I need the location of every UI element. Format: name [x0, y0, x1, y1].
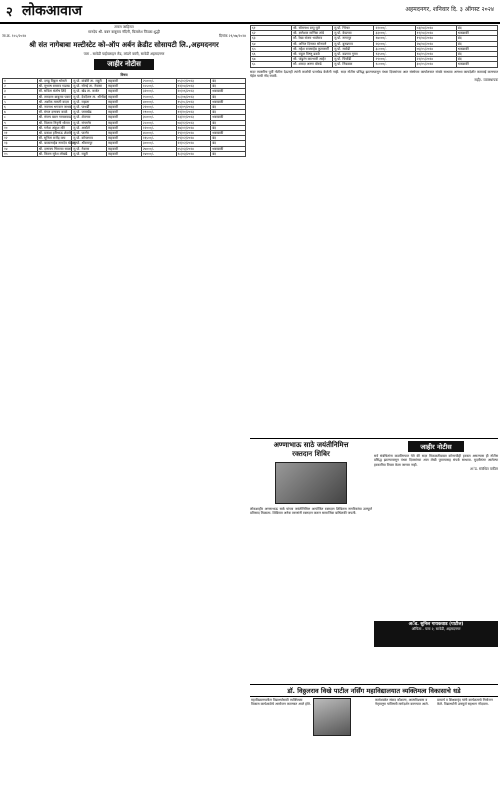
table-cell-amt: २२०००/-: [141, 104, 176, 109]
table-cell-name: श्री. किरण सुरेश लोखंडे: [37, 151, 72, 156]
table-cell-n: ६३: [251, 36, 292, 41]
table-cell-n: १४: [3, 146, 38, 151]
table-cell-addr: मु.पो. अकोले: [72, 125, 107, 130]
table-cell-name: श्री. बाळासाहेब नामदेव खेडकर: [38, 141, 77, 146]
table-cell-addr: मु.पो. कोपरगाव: [72, 136, 107, 141]
table-row: [251, 62, 498, 67]
table-cell-s: थकबाकी: [456, 46, 497, 51]
right-signature: सही/- व्यवस्थापक: [474, 78, 498, 83]
table-cell-s: बंद: [456, 41, 497, 46]
table-cell-s: बंद: [456, 36, 497, 41]
table-cell-d: २७/०४/२०२४: [415, 41, 456, 46]
table-cell-d: २२/०५/२०२४: [415, 57, 456, 62]
table-cell-name: सौ. मंगल दत्तात्रय काळे: [37, 110, 72, 115]
table-cell-name: श्री. दगडु विठ्ठल भोसले: [37, 78, 72, 83]
table-cell-n: ११: [3, 131, 38, 136]
table-cell-amt: १७०००/-: [374, 36, 415, 41]
table-cell-s: बंद: [211, 136, 246, 141]
table-cell-name: श्री. संजय बबन गायकवाड: [38, 115, 71, 120]
table-cell-amt: १३५००/-: [374, 52, 415, 57]
table-cell-type: सहकारी: [107, 146, 142, 151]
table-cell-name: श्री. विलास निवृत्ती थोरात: [37, 120, 72, 125]
table-cell-addr: मु.पो. संगमनेर: [72, 120, 107, 125]
table-cell-d: ११/०४/२०२४: [415, 31, 456, 36]
table-cell-d: ११/१०/२०२३: [176, 110, 211, 115]
table-cell-amt: ३८०००/-: [374, 46, 415, 51]
table-cell-n: ६५: [251, 46, 292, 51]
article-body: लोकशाहीर अण्णाभाऊ साठे यांच्या जयंतीनिमित्त आयोजित रक्तदान शिबिरास नागरिकांचा उत्स्फूर्त प्रतिसाद मिळाला. शिबिरात अनेक तरुणांनी रक्तदान करून सामाजिक बांधिलकी जपली.: [250, 507, 372, 516]
right-paragraph: सदर व्यक्तींना पूर्वी नोटीस देऊनही त्यांनी कर्जाची परतफेड केलेली नाही. सदर नोटीस प्रसिद्ध झाल्यापासून पंधरा दिवसांच्या आत संस्थेच्या कार्यालयात संपर्क साधावा अन्यथा कायदेशीर कारवाई करण्यात येईल याची नोंद घ्यावी.: [250, 69, 498, 78]
table-cell-amt: १२०००/-: [141, 125, 176, 130]
table-cell-s: थकबाकी: [456, 62, 497, 67]
right-notice: [250, 25, 498, 83]
table-cell-addr: मु.पो. भिंगार: [333, 26, 374, 31]
notice-line1: तमाम जाहिरात: [114, 25, 134, 29]
article-title: अण्णाभाऊ साठे जयंतीनिमित्त: [273, 441, 349, 449]
table-cell-amt: १८५००/-: [141, 84, 176, 89]
table-cell-s: थकबाकी: [211, 115, 246, 120]
table-cell-addr: मु.पो. निंबळक: [333, 62, 374, 67]
nursing-article-columns: [250, 698, 498, 737]
table-cell-amt: ३५०००/-: [141, 115, 176, 120]
table-cell-s: थकबाकी: [211, 146, 246, 151]
table-cell-type: सहकारी: [107, 84, 142, 89]
table-cell-addr: मु.पो. वडगाव गुप्ता: [333, 52, 374, 57]
article-photo: [275, 462, 347, 504]
table-cell-name: सौ. सुनिता राजेंद्र वाघ: [37, 136, 72, 141]
table-cell-type: सहकारी: [107, 89, 142, 94]
table-cell-amt: २७०००/-: [141, 146, 176, 151]
table-cell-s: बंद: [211, 120, 246, 125]
nursing-college-article: [250, 684, 498, 793]
table-cell-name: श्री. सुभाष रामराव गडाख: [37, 84, 72, 89]
table-cell-amt: १८०००/-: [374, 62, 415, 67]
table-cell-s: बंद: [211, 78, 246, 83]
table-cell-name: श्री. गणेश अंकुश मोरे: [37, 125, 72, 130]
table-cell-n: १५: [3, 151, 38, 156]
article-subtitle: रक्तदान शिबिर: [292, 450, 330, 458]
advocate-address: ऑफिस - पत्ता २, सावेडी, अहमदनगर: [411, 627, 461, 631]
table-cell-d: २९/०१/२०२४: [176, 131, 211, 136]
table-cell-d: ०८/०७/२०२३: [176, 94, 211, 99]
table-cell-n: ७: [3, 110, 38, 115]
public-notice-body: सर्व संबंधितांना कळविण्यात येते की सदर मिळकतीबाबत कोणाचीही हरकत असल्यास ही नोटीस प्रसिद्ध झाल्यापासून पंधरा दिवसांच्या आत लेखी पुराव्यासह संपर्क साधावा. मुदतीनंतर आलेल्या हरकतींचा विचार केला जाणार नाही.: [374, 454, 498, 467]
table-cell-d: १८/०३/२०२४: [176, 151, 211, 156]
table-cell-addr: मु.पो. श्रीरामपूर: [72, 141, 107, 146]
table-cell-n: ६७: [251, 57, 292, 62]
table-cell-name: श्री. पांडुरंग कारभारी आहेर: [292, 57, 333, 62]
table-cell-addr: मु.पो. नेवासा: [72, 146, 107, 151]
notice-ref: जा.क्र. १८५/२०२४: [2, 34, 27, 39]
table-cell-addr: मु.पो. जामखेड: [72, 110, 107, 115]
table-cell-addr: मु.पो. बुरुडगाव: [333, 41, 374, 46]
nursing-col-2: [313, 698, 373, 737]
nursing-col-4: प्राचार्य व शिक्षकवृंद यांनी कार्यक्रमाचे नियोजन केले. विद्यार्थ्यांनी उत्स्फूर्त सहभाग नोंदवला.: [437, 698, 493, 707]
table-cell-amt: ३२०००/-: [141, 89, 176, 94]
notice-banner: जाहीर नोटीस: [94, 59, 154, 70]
table-cell-d: २३/११/२०२३: [176, 115, 211, 120]
table-cell-n: ६: [3, 104, 38, 109]
table-cell-d: १४/०५/२०२४: [415, 52, 456, 57]
table-cell-s: थकबाकी: [211, 131, 246, 136]
table-cell-n: १३: [3, 141, 38, 146]
table-cell-n: ६२: [251, 31, 292, 36]
table-cell-n: १२: [3, 136, 38, 141]
table-cell-s: बंद: [211, 94, 246, 99]
table-cell-n: ६८: [251, 62, 292, 67]
table-cell-d: ०९/०२/२०२४: [176, 136, 211, 141]
table-cell-n: ८: [3, 115, 38, 120]
nursing-col-3: कार्यशाळेत संवाद कौशल्य, आत्मविश्वास व नेतृत्वगुण यांविषयी मार्गदर्शन करण्यात आले.: [375, 698, 429, 707]
issue-date: अहमदनगर, शनिवार दि. ३ ऑगस्ट २०२४: [405, 6, 494, 13]
table-cell-addr: मु.पो. नागापूर: [333, 36, 374, 41]
table-cell-type: सहकारी: [107, 78, 142, 83]
table-cell-n: ६१: [251, 26, 292, 31]
public-notice-sign: अॅड. संबंधित वकील: [469, 466, 498, 471]
left-table: [2, 78, 246, 157]
table-cell-name: श्री. दत्तात्रय भिमराव साळवे: [38, 146, 73, 151]
table-cell-type: सहकारी: [107, 115, 142, 120]
table-cell-amt: २५०००/-: [141, 78, 176, 83]
table-cell-addr: मु.पो. वांबोरी ता. राहुरी: [72, 78, 107, 83]
left-notice: [2, 25, 246, 790]
nursing-article-title: डॉ. विठ्ठलराव विखे पाटील नर्सिंग महाविद्यालयात व्यक्तिमत्व विकासाचे धडे: [287, 687, 461, 695]
table-cell-name: सौ. शारदा अरुण बोरुडे: [292, 62, 333, 67]
table-cell-n: १: [3, 78, 38, 83]
table-cell-name: श्री. ज्ञानेश्वर माणिक तांबे: [292, 31, 333, 36]
ads-area: [250, 438, 498, 794]
table-cell-d: ३०/०५/२०२४: [415, 62, 456, 67]
table-cell-amt: ३००००/-: [141, 141, 176, 146]
table-cell-addr: मु.पो. चिचोंडी: [333, 57, 374, 62]
public-notice-banner: जाहीर नोटीस: [408, 441, 464, 452]
table-cell-s: बंद: [456, 57, 497, 62]
table-cell-addr: मु.पो. पारनेर: [72, 131, 107, 136]
table-cell-name: श्री. नवनाथ भगवान जाधव: [38, 104, 72, 109]
table-cell-addr: मु.पो. सोनई ता. नेवासा: [72, 84, 107, 89]
table-cell-d: ०४/१२/२०२३: [176, 120, 211, 125]
table-cell-type: सहकारी: [107, 141, 142, 146]
table-cell-name: श्री. महेश रावसाहेब कुलकर्णी: [292, 46, 333, 51]
table-cell-addr: मु.पो. राहुरी: [72, 151, 107, 156]
table-cell-d: २१/०२/२०२४: [176, 141, 211, 146]
advocate-name: अॅड. सुनिल गायकवाड (पाटील): [408, 622, 464, 627]
newspaper-logo: लोकआवाज: [22, 3, 82, 19]
table-cell-amt: १४०००/-: [141, 151, 176, 156]
table-cell-type: सहकारी: [107, 104, 142, 109]
table-cell-d: ०३/०४/२०२४: [415, 26, 456, 31]
table-cell-addr: मु.पो. केडगाव: [333, 31, 374, 36]
table-cell-d: १५/०८/२०२३: [176, 99, 211, 104]
table-cell-type: सहकारी: [107, 131, 142, 136]
table-cell-amt: १९०००/-: [141, 110, 176, 115]
table-cell-s: बंद: [211, 110, 246, 115]
table-row: [3, 151, 246, 156]
table-cell-n: ३: [3, 89, 38, 94]
table-cell-addr: मु.पो. पाथर्डी: [72, 104, 107, 109]
table-cell-addr: मु.पो. सावेडी: [333, 46, 374, 51]
table-cell-type: सहकारी: [107, 120, 142, 125]
table-cell-s: बंद: [211, 104, 246, 109]
table-cell-s: बंद: [456, 52, 497, 57]
table-cell-s: बंद: [211, 151, 246, 156]
table-cell-amt: ३३०००/-: [374, 31, 415, 36]
table-cell-amt: ४५०००/-: [141, 131, 176, 136]
table-cell-name: सौ. सविता संतोष शिंदे: [37, 89, 72, 94]
public-notice-box: [374, 441, 498, 621]
table-cell-d: १२/०४/२०२३: [176, 84, 211, 89]
table-cell-n: ६४: [251, 41, 292, 46]
divider: [250, 696, 498, 697]
nursing-photo: [313, 698, 351, 736]
table-cell-type: सहकारी: [107, 125, 142, 130]
notice-subject: विषय: [120, 73, 128, 78]
table-cell-s: बंद: [211, 125, 246, 130]
table-cell-d: १७/०१/२०२४: [176, 125, 211, 130]
blood-donation-article: [250, 441, 372, 681]
table-cell-d: २०/०६/२०२३: [176, 89, 211, 94]
table-cell-name: श्री. रामदास बाबुराव पवार: [38, 94, 71, 99]
table-cell-amt: २९०००/-: [374, 57, 415, 62]
table-cell-s: थकबाकी: [211, 99, 246, 104]
table-cell-s: बंद: [456, 26, 497, 31]
table-cell-name: श्री. अशोक मारुती कदम: [37, 99, 72, 104]
nursing-col-1: महाविद्यालयातील विद्यार्थ्यांसाठी व्यक्तिमत्व विकास कार्यशाळेचे आयोजन करण्यात आले होते.: [251, 698, 311, 707]
company-name: श्री संत नागेबाबा मल्टीस्टेट को-ऑप अर्बन क्रेडीट सोसायटी लि.,अहमदनगर: [29, 40, 219, 49]
notice-line2: मानदेय श्री. बबन बाबुराव नंदिनी, बिजलेश पिंपळा शुद्धी: [88, 29, 160, 34]
table-cell-d: ०६/०५/२०२४: [415, 46, 456, 51]
table-cell-n: ५: [3, 99, 38, 104]
table-cell-type: सहकारी: [107, 151, 142, 156]
table-cell-name: श्री. प्रकाश हरिभाऊ शेळके: [38, 131, 72, 135]
table-cell-s: थकबाकी: [456, 31, 497, 36]
table-cell-name: श्री. अनिल दिनकर सोनवणे: [292, 41, 333, 46]
advocate-box: [374, 621, 498, 647]
table-cell-addr: मु.पो. राहाता: [72, 99, 107, 104]
table-cell-name: श्री. सोमनाथ बापू घुले: [292, 26, 333, 31]
page-number: २: [6, 5, 13, 20]
table-cell-s: बंद: [211, 141, 246, 146]
table-cell-type: सहकारी: [107, 110, 142, 115]
table-cell-d: ०२/०९/२०२३: [176, 104, 211, 109]
table-cell-amt: २१०००/-: [374, 26, 415, 31]
table-cell-amt: ४००००/-: [141, 99, 176, 104]
notice-ref-row: [2, 34, 246, 39]
table-cell-type: सहकारी: [107, 94, 142, 99]
masthead: [0, 0, 500, 24]
company-address: पत्ता - सावेडी पाईपलाइन रोड, लांडगे वस्ती, सावेडी अहमदनगर: [83, 51, 165, 56]
table-cell-n: २: [3, 84, 38, 89]
table-cell-amt: १५०००/-: [141, 94, 176, 99]
table-cell-addr: मु.पो. शेवगाव: [72, 115, 107, 120]
table-cell-amt: २६०००/-: [374, 41, 415, 46]
table-cell-s: बंद: [211, 84, 246, 89]
table-cell-n: ४: [3, 94, 38, 99]
table-cell-n: ६६: [251, 52, 292, 57]
notice-date: दिनांक २१/०७/२०२४: [218, 34, 246, 39]
table-cell-n: १०: [3, 125, 38, 130]
right-table: [250, 25, 498, 68]
table-cell-name: सौ. रेखा संजय भालेराव: [292, 36, 333, 41]
table-cell-s: थकबाकी: [211, 89, 246, 94]
table-cell-d: ०५/०३/२०२४: [176, 146, 211, 151]
table-cell-name: श्री. राहुल विष्णू ढवळे: [292, 52, 333, 57]
table-cell-addr: मु.पो. खेड ता. कर्जत: [72, 89, 107, 94]
table-cell-d: १९/०४/२०२४: [415, 36, 456, 41]
table-cell-amt: २८०००/-: [141, 120, 176, 125]
table-cell-addr: मु.पो. देवदैठण ता. श्रीगोंदा: [73, 94, 107, 99]
table-cell-amt: १६५००/-: [141, 136, 176, 141]
table-cell-n: ९: [3, 120, 38, 125]
table-cell-type: सहकारी: [107, 136, 142, 141]
table-cell-d: ०५/०२/२०२३: [176, 78, 211, 83]
table-cell-type: सहकारी: [107, 99, 142, 104]
